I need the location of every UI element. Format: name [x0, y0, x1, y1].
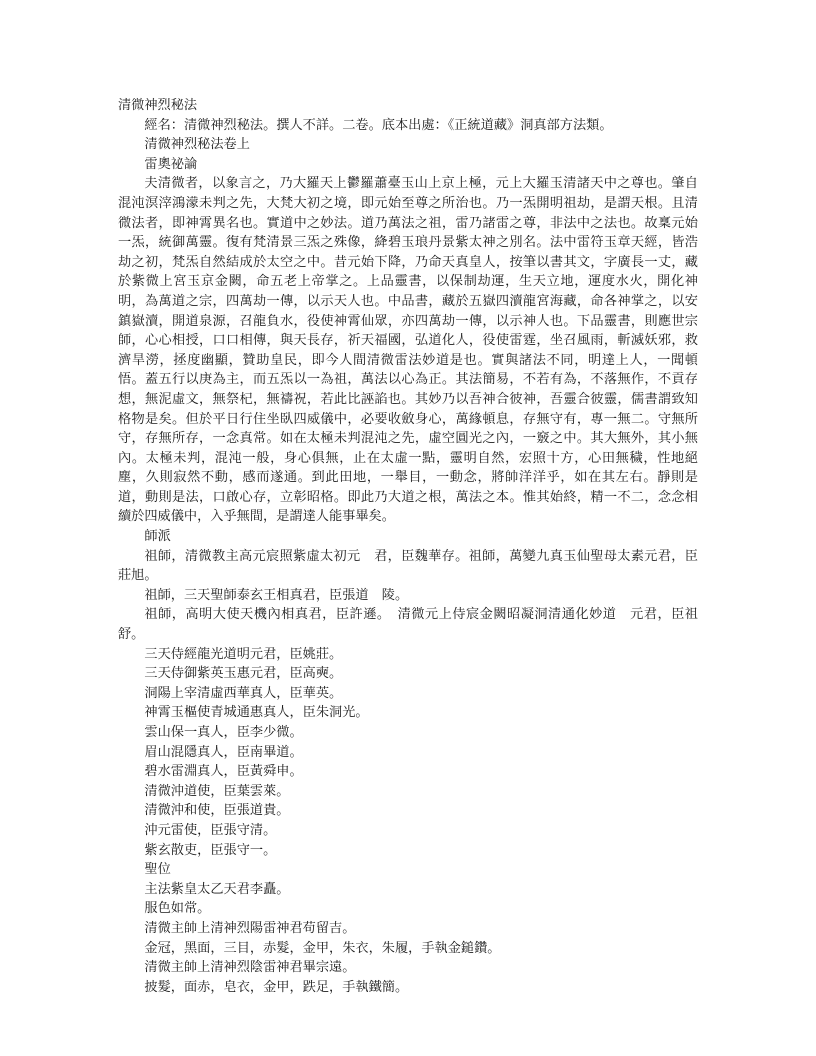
text-block-lineage-12: 清微沖和使，臣張道貴。 — [144, 803, 290, 819]
text-block-shengwei-1: 主法紫皇太乙天君李矗。 — [144, 881, 290, 897]
text-block-shengwei-4: 金冠，黑面，三目，赤髮，金甲，朱衣，朱履，手執金鎚鑽。 — [144, 940, 501, 956]
text-block-lineage-13: 沖元雷使，臣張守清。 — [144, 822, 277, 838]
text-block-section-heading-leiao: 雷奧祕論 — [144, 156, 198, 172]
text-block-lineage-7: 神霄玉樞使青城通惠真人，臣朱洞光。 — [144, 705, 369, 721]
text-block-main-treatise: 夫清微者，以象言之，乃大羅天上鬱羅蕭臺玉山上京上極，元上大羅玉清諸天中之尊也。肇自混沌溟滓鴻濛未判之先，大梵大初之境，即元始至尊之所治也。乃一炁開明祖劫，是謂天根。且清微法者，即神霄異名也。實道中之妙法。道乃萬法之祖，雷乃諸雷之尊，非法中之法也。故稟元始一炁，統御萬靈。復有梵清景三炁之殊像，絳碧玉琅丹景紫太神之別名。法中雷符玉章天經，皆浩劫之初，梵炁自然結成於太空之中。昔元始下降，乃命天真皇人，按筆以書其文，字廣長一丈，藏於紫微上宮玉京金闕，命五老上帝掌之。上品靈書，以保制劫運，生天立地，運度水火，開化神明，為萬道之宗，四萬劫一傳，以示天人也。中品書，藏於五嶽四瀆龍宮海藏，命各神掌之，以安鎮嶽瀆，開道泉源，召龍負水，役使神霄仙眾，亦四萬劫一傳，以示神人也。下品靈書，則應世宗師，心心相授，口口相傳，與天長存，祈天福國，弘道化人，役使雷霆，坐召風雨，斬滅妖邪，救濟旱澇，拯度幽顯，贊助皇民，即今人間清微雷法妙道是也。實與諸法不同，明達上人，一聞頓悟。蓋五行以庚為主，而五炁以一為祖，萬法以心為正。其法簡易，不若有為，不落無作，不貢存想，無泥虛文，無祭杞，無禱祝，若此比誣諂也。其妙乃以吾神合彼神，吾靈合彼靈，儒書謂致知格物是矣。但於平日行住坐臥四威儀中，必要收斂身心，萬緣頓息，存無守有，專一無二。守無所守，存無所存，一念真常。如在太極未判混沌之先，虛空圓光之內，一竅之中。其大無外，其小無內。太極未判，混沌一般，身心俱無，止在太虛一點，靈明自然，宏照十方，心田無穢，性地絕塵，久則寂然不動，感而遂通。到此田地，一舉目，一動念，將帥洋洋乎，如在其左右。靜則是道，動則是法，口啟心存，立彰昭格。即此乃大道之根，萬法之本。惟其始終，精一不二，念念相續於四威儀中，入乎無間，是謂達人能事畢矣。 — [118, 176, 698, 525]
text-block-shengwei-3: 清微主帥上清神烈陽雷神君苟留吉。 — [144, 920, 356, 936]
text-block-lineage-10: 碧水雷淵真人，臣黃舜申。 — [144, 764, 303, 780]
text-block-lineage-1: 祖師，清微教主高元宸照紫虛太初元 君，臣魏華存。祖師，萬變九真玉仙聖母太素元君，臣 莊旭。 — [118, 548, 712, 584]
text-block-shengwei-6: 披髮，面赤，皂衣，金甲，跌足，手執鐵簡。 — [144, 979, 409, 995]
text-block-lineage-9: 眉山混隱真人，臣南畢道。 — [144, 744, 303, 760]
text-block-section-heading-shipai: 師派 — [144, 529, 171, 545]
text-block-section-heading-shengwei: 聖位 — [144, 862, 171, 878]
text-block-volume-heading: 清微神烈秘法卷上 — [144, 137, 250, 153]
text-block-lineage-8: 雲山保一真人，臣李少微。 — [144, 725, 303, 740]
document-body — [118, 96, 712, 997]
text-block-lineage-6: 洞陽上宰清虛西華真人，臣華英。 — [144, 685, 343, 701]
text-block-lineage-14: 紫玄散吏，臣張守一。 — [144, 842, 277, 858]
text-block-lineage-4: 三天侍經龍光道明元君，臣姚莊。 — [144, 646, 343, 662]
text-block-lineage-11: 清微沖道使，臣葉雲萊。 — [144, 783, 290, 799]
text-block-title: 清微神烈秘法 — [118, 98, 198, 113]
text-block-shengwei-5: 清微主帥上清神烈陰雷神君畢宗遠。 — [144, 960, 356, 976]
text-block-lineage-5: 三天侍御紫英玉惠元君，臣高奭。 — [144, 666, 343, 682]
text-block-lineage-2: 祖師，三天聖師泰玄王相真君，臣張道 陵。 — [144, 587, 409, 603]
text-block-lineage-3: 祖師，高明大使天機內相真君，臣許遜。 清微元上侍宸金闕昭凝洞清通化妙道 元君，臣祖舒。 — [118, 607, 698, 643]
text-block-colophon: 經名：清微神烈秘法。撰人不詳。二卷。底本出處：《正統道藏》洞真部方法類。 — [144, 117, 613, 133]
text-block-shengwei-2: 服色如常。 — [144, 901, 211, 917]
